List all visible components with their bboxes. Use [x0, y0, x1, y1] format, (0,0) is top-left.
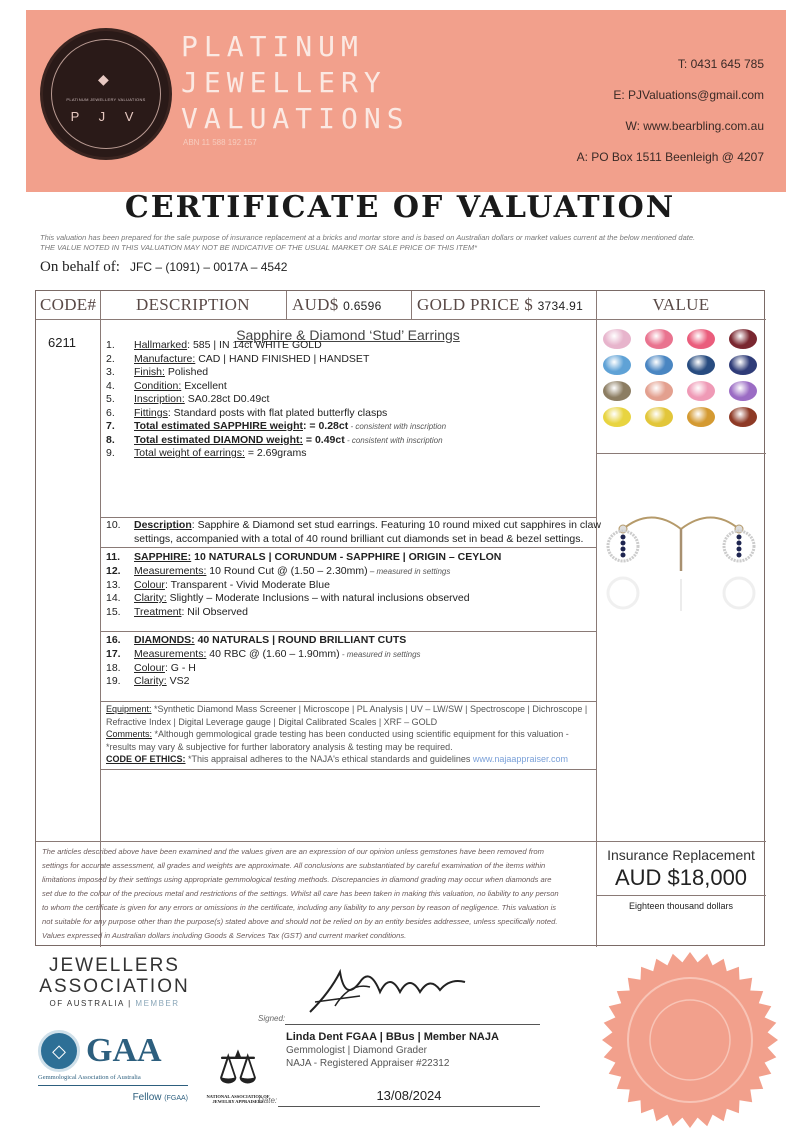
list-item: 10. Description: Sapphire & Diamond set stud earrings. Featuring 10 round mixed cut sapphires in claw settings, accompanied with a total of 40 round brilliant cut diamonds set in bead & bezel settings. — [106, 519, 601, 545]
naja-link[interactable]: www.najaappraiser.com — [472, 754, 568, 764]
signature — [300, 962, 480, 1022]
list-item: 5. Inscription: SA0.28ct D0.49ct — [106, 393, 270, 405]
gemstone-swatch — [687, 355, 715, 375]
amount-in-words: Eighteen thousand dollars — [628, 901, 734, 911]
list-item: 19. Clarity: VS2 — [106, 675, 190, 687]
list-item: 16. DIAMONDS: 40 NATURALS | ROUND BRILLIANT CUTS — [106, 634, 407, 646]
signed-label: Signed: — [258, 1014, 286, 1023]
list-item: 13. Colour: Transparent - Vivid Moderate Blue — [106, 579, 330, 591]
diamond-icon: ◆ — [98, 71, 109, 87]
letterhead-banner — [26, 10, 786, 192]
equipment: Equipment: *Synthetic Diamond Mass Screener | Microscope | PL Analysis | UV – LW/SW | Spectroscope | Dichroscope | Refractive Index | Digital Leverage gauge | Digital Calibrated Scales | XRF – GOLD — [106, 704, 588, 727]
aud-rate: 0.6596 — [343, 299, 382, 313]
item-title: Sapphire & Diamond ‘Stud’ Earrings — [236, 327, 460, 343]
list-item: 9. Total weight of earrings: = 2.69grams — [106, 447, 307, 459]
header-code: CODE# — [40, 295, 97, 314]
on-behalf-label: On behalf of: — [40, 259, 120, 275]
earrings-photo — [601, 511, 761, 641]
signer-name: Linda Dent FGAA | BBus | Member NAJA — [286, 1031, 499, 1043]
list-item: 6. Fittings: Standard posts with flat plated butterfly clasps — [106, 407, 388, 419]
gemstone-swatch — [687, 329, 715, 349]
list-item: 8. Total estimated DIAMOND weight: = 0.49ct - consistent with inscription — [106, 434, 443, 446]
gemstone-swatch — [645, 407, 673, 427]
phone: T: 0431 645 785 — [677, 57, 764, 71]
header-value: VALUE — [652, 295, 710, 314]
gemstone-swatch — [603, 355, 631, 375]
page-title: CERTIFICATE OF VALUATION — [124, 190, 676, 225]
list-item: 1. Hallmarked: 585 | IN 14ct WHITE GOLD — [106, 339, 322, 351]
disclaimer-line: This valuation has been prepared for the sale purpose of insurance replacement at a bricks and mortar store and is based on Australian dollars or market values current at the below mentioned date. — [40, 233, 696, 242]
gemstone-swatch — [603, 329, 631, 349]
gemstone-swatch — [645, 355, 673, 375]
gemstone-swatch — [687, 381, 715, 401]
gemstone-swatch — [729, 355, 757, 375]
gold-price: 3734.91 — [537, 299, 584, 313]
brand-line-1: PLATINUM — [181, 30, 364, 63]
list-item: 15. Treatment: Nil Observed — [106, 606, 248, 618]
header-aud: AUD$ 0.6596 — [292, 295, 382, 314]
insurance-label: Insurance Replacement — [607, 847, 755, 863]
on-behalf-of — [40, 259, 287, 276]
date-label: Date: — [258, 1096, 278, 1105]
brand-line-2: JEWELLERY — [181, 66, 387, 99]
signer-registration: NAJA - Registered Appraiser #22312 — [286, 1058, 450, 1069]
gemstone-swatch — [645, 381, 673, 401]
insurance-amount: AUD $18,000 — [614, 865, 748, 890]
gemstone-swatch — [729, 407, 757, 427]
comments: Comments: *Although gemmological grade testing has been conducted using scientific equipment for this valuation - *results may vary & subjective for further laboratory analysis & testing may be required. — [106, 729, 569, 752]
list-item: 3. Finish: Polished — [106, 366, 209, 378]
reference-number: JFC – (1091) – 0017A – 4542 — [129, 260, 288, 274]
gemstone-swatch — [687, 407, 715, 427]
list-item: 17. Measurements: 40 RBC @ (1.60 – 1.90mm) - measured in settings — [106, 648, 421, 660]
code-of-ethics: CODE OF ETHICS: *This appraisal adheres to the NAJA's ethical standards and guidelines www.najaappraiser.com — [106, 754, 568, 764]
header-description: DESCRIPTION — [136, 295, 250, 314]
gaa-logo: ◇ GAA Gemmological Association of Australia Fellow (FGAA) — [38, 1032, 188, 1103]
gemstone-swatch — [729, 329, 757, 349]
email: E: PJValuations@gmail.com — [613, 88, 764, 102]
valuation-date: 13/08/2024 — [376, 1088, 442, 1103]
diamond-icon: ◇ — [38, 1030, 80, 1072]
item-code: 6211 — [48, 335, 76, 350]
jewellers-association-logo: JEWELLERS ASSOCIATION OF AUSTRALIA | MEMBER — [39, 955, 190, 1008]
company-seal — [600, 950, 780, 1130]
gemstone-swatch — [645, 329, 673, 349]
list-item: 2. Manufacture: CAD | HAND FINISHED | HANDSET — [106, 353, 370, 365]
gemstone-swatch — [729, 381, 757, 401]
gemstone-swatch — [603, 407, 631, 427]
list-item: 7. Total estimated SAPPHIRE weight: = 0.28ct - consistent with inscription — [106, 420, 447, 432]
legal-disclaimer: The articles described above have been examined and the values given are an expression of our opinion unless gemstones have been removed from settings for accurate assessment, all grades and weights are approximate. All conclusions are substantiated by careful examination of the items within limitations imposed by their settings using appropriate gemmological testing methods. Discrepancies in diamond grading may occur when diamonds are set due to the colour of the precious metal and restrictions of the settings. Whilst all care has been taken in making this valuation, no liability to any person to whom the certificate is given for any errors or omissions in the certificate, including any liability to any person by reason of negligence. This valuation is not suitable for any purpose other than the purpose(s) stated above and should not be relied on by an entity besides addressee, unless specifically noted. Values expressed in Australian dollars including Goods & Services Tax (GST) and current market conditions. — [42, 847, 559, 940]
address: A: PO Box 1511 Beenleigh @ 4207 — [576, 150, 764, 164]
header-gold-price: GOLD PRICE $ 3734.91 — [417, 295, 584, 314]
valuation-table — [35, 290, 765, 946]
list-item: 14. Clarity: Slightly – Moderate Inclusions – with natural inclusions observed — [106, 592, 470, 604]
pjv-logo — [40, 28, 172, 160]
scales-icon: ⚖ — [217, 1041, 259, 1093]
brand-line-3: VALUATIONS — [181, 102, 410, 135]
logo-text: PLATINUM JEWELLERY VALUATIONS — [66, 97, 146, 102]
gemstone-swatch — [603, 381, 631, 401]
website: W: www.bearbling.com.au — [625, 119, 764, 133]
list-item: 18. Colour: G - H — [106, 662, 196, 674]
naja-logo: ⚖ NATIONAL ASSOCIATION OF JEWELRY APPRAISERS — [198, 1040, 278, 1104]
disclaimer-line: THE VALUE NOTED IN THIS VALUATION MAY NOT BE INDICATIVE OF THE USUAL MARKET OR SALE PRICE OF THIS ITEM* — [40, 243, 478, 252]
abn: ABN 11 588 192 157 — [183, 138, 257, 147]
list-item: 12. Measurements: 10 Round Cut @ (1.50 – 2.30mm) – measured in settings — [106, 565, 451, 577]
logo-initials: P J V — [70, 109, 142, 124]
list-item: 11. SAPPHIRE: 10 NATURALS | CORUNDUM - SAPPHIRE | ORIGIN – CEYLON — [106, 551, 502, 563]
list-item: 4. Condition: Excellent — [106, 380, 227, 392]
gem-colour-chart — [596, 329, 764, 427]
signer-role: Gemmologist | Diamond Grader — [286, 1045, 427, 1056]
